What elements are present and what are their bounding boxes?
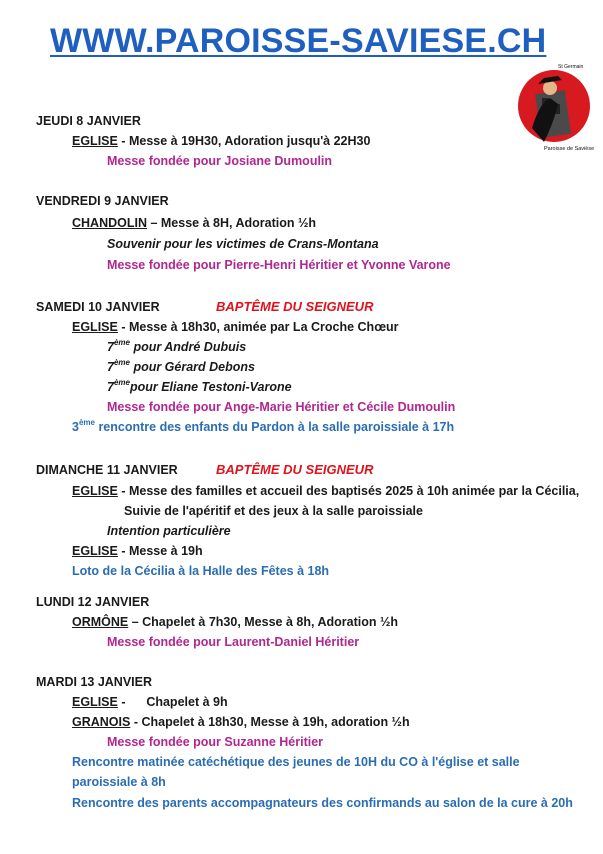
- intention-note: Intention particulière: [107, 524, 231, 538]
- svg-text:Paroisse de Savièse: Paroisse de Savièse: [544, 146, 595, 152]
- intention-note: 7ème pour Gérard Debons: [107, 358, 255, 374]
- day-heading: VENDREDI 9 JANVIER: [36, 194, 169, 208]
- svg-text:St Germain: St Germain: [558, 64, 584, 70]
- mass-intention: Messe fondée pour Pierre-Henri Héritier et Yvonne Varone: [107, 258, 451, 272]
- site-title[interactable]: WWW.PAROISSE-SAVIESE.CH: [50, 22, 547, 60]
- day-heading: MARDI 13 JANVIER: [36, 675, 152, 689]
- schedule-line: ORMÔNE – Chapelet à 7h30, Messe à 8h, Adoration ½h: [72, 615, 399, 629]
- parish-logo: [514, 58, 596, 158]
- day-heading: LUNDI 12 JANVIER: [36, 595, 150, 609]
- schedule-line: EGLISE - Messe à 19H30, Adoration jusqu'à 22H30: [72, 134, 371, 148]
- schedule-line: EGLISE - Messe à 18h30, animée par La Croche Chœur: [72, 320, 399, 334]
- feast-title: BAPTÊME DU SEIGNEUR: [216, 299, 374, 314]
- day-heading: DIMANCHE 11 JANVIER: [36, 463, 178, 477]
- schedule-line: CHANDOLIN – Messe à 8H, Adoration ½h: [72, 216, 317, 230]
- schedule-line: EGLISE - Chapelet à 9h: [72, 695, 228, 709]
- event-line: Loto de la Cécilia à la Halle des Fêtes à 18h: [72, 564, 330, 578]
- schedule-line: EGLISE - Messe à 19h: [72, 544, 203, 558]
- event-line: 3ème rencontre des enfants du Pardon à la salle paroissiale à 17h: [72, 418, 455, 434]
- day-heading: SAMEDI 10 JANVIER: [36, 300, 160, 314]
- event-line: Rencontre matinée catéchétique des jeunes de 10H du CO à l'église et salle: [72, 755, 520, 769]
- mass-intention: Messe fondée pour Laurent-Daniel Héritier: [107, 635, 360, 649]
- mass-intention: Messe fondée pour Josiane Dumoulin: [107, 154, 333, 168]
- mass-intention: Messe fondée pour Ange-Marie Héritier et Cécile Dumoulin: [107, 400, 456, 414]
- intention-note: Souvenir pour les victimes de Crans-Montana: [107, 237, 379, 251]
- schedule-line-continued: Suivie de l'apéritif et des jeux à la salle paroissiale: [124, 504, 423, 518]
- event-line-continued: paroissiale à 8h: [72, 775, 166, 789]
- schedule-line: GRANOIS - Chapelet à 18h30, Messe à 19h, adoration ½h: [72, 715, 410, 729]
- event-line: Rencontre des parents accompagnateurs des confirmands au salon de la cure à 20h: [72, 796, 573, 810]
- day-heading: JEUDI 8 JANVIER: [36, 114, 141, 128]
- intention-note: 7èmepour Eliane Testoni-Varone: [107, 378, 292, 394]
- schedule-line: EGLISE - Messe des familles et accueil des baptisés 2025 à 10h animée par la Cécilia,: [72, 484, 580, 498]
- mass-intention: Messe fondée pour Suzanne Héritier: [107, 735, 324, 749]
- feast-title: BAPTÊME DU SEIGNEUR: [216, 462, 374, 477]
- intention-note: 7ème pour André Dubuis: [107, 338, 247, 354]
